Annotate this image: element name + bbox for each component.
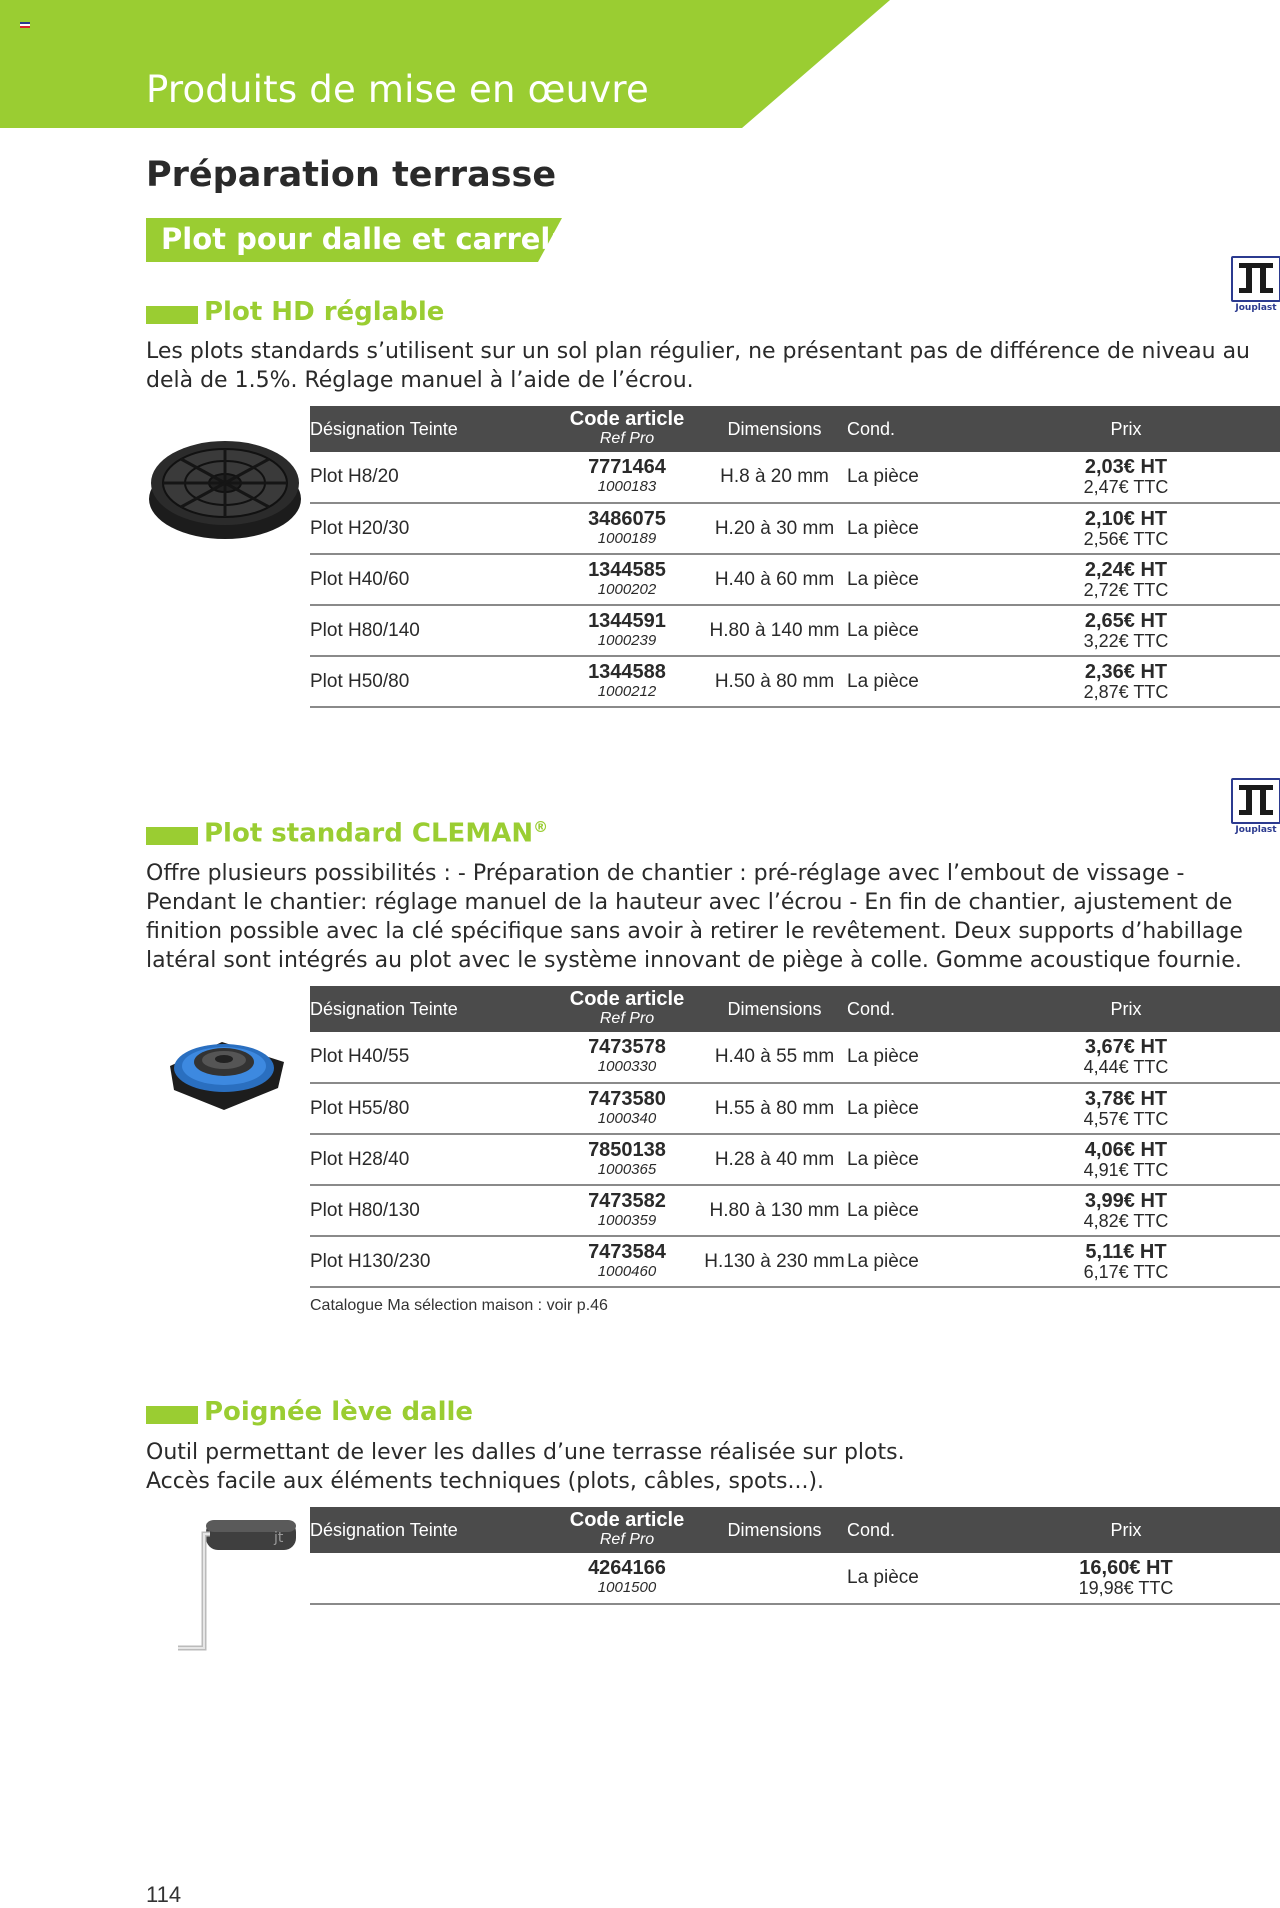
cell-cond: La pièce bbox=[847, 1199, 919, 1221]
cell-dimensions bbox=[702, 1553, 847, 1604]
cell-code bbox=[552, 1083, 702, 1134]
section-title-text: Plot standard CLEMAN bbox=[204, 818, 534, 849]
table-row bbox=[310, 503, 1280, 554]
code-article: 1344585 bbox=[588, 558, 666, 581]
cell-code bbox=[552, 656, 702, 707]
jouplast-logo-icon bbox=[1231, 778, 1280, 824]
cell-dimensions: H.20 à 30 mm bbox=[714, 517, 835, 539]
header-ref-label: Ref Pro bbox=[599, 430, 655, 447]
cell-code bbox=[552, 1134, 702, 1185]
header-dimensions: Dimensions bbox=[727, 1519, 822, 1540]
cell-cond: La pièce bbox=[847, 1097, 919, 1119]
price-ttc: 4,82€ TTC bbox=[1083, 1210, 1169, 1231]
cell-dimensions: H.8 à 20 mm bbox=[720, 466, 829, 487]
cell-prix bbox=[972, 452, 1280, 503]
plot-hd-image bbox=[145, 425, 305, 550]
cell-dimensions: H.40 à 60 mm bbox=[714, 568, 835, 590]
ref-pro: 1000239 bbox=[597, 631, 657, 649]
cell-dimensions: H.130 à 230 mm bbox=[704, 1250, 845, 1272]
ref-pro: 1001500 bbox=[597, 1579, 657, 1596]
cell-designation: Plot H130/230 bbox=[310, 1250, 431, 1272]
header-banner bbox=[0, 0, 890, 128]
price-ttc: 6,17€ TTC bbox=[1083, 1261, 1169, 1282]
price-ht: 5,11€ HT bbox=[1085, 1240, 1167, 1263]
price-ht: 3,99€ HT bbox=[1084, 1189, 1168, 1212]
header-ref-label: Ref Pro bbox=[599, 1531, 655, 1548]
header-cond: Cond. bbox=[847, 1519, 896, 1540]
price-ttc: 2,72€ TTC bbox=[1083, 579, 1169, 600]
section-title-label: Plot HD réglable bbox=[204, 297, 445, 327]
code-article: 7850138 bbox=[588, 1138, 666, 1161]
cell-designation: Plot H80/130 bbox=[310, 1199, 420, 1221]
section-marker bbox=[146, 306, 198, 324]
catalogue-note: Catalogue Ma sélection maison : voir p.46 bbox=[310, 1297, 608, 1314]
section-description bbox=[146, 1438, 1271, 1496]
table-row bbox=[310, 605, 1280, 656]
cell-dimensions: H.28 à 40 mm bbox=[714, 1148, 835, 1170]
header-title: Produits de mise en œuvre bbox=[146, 68, 649, 111]
ref-pro: 1000183 bbox=[597, 478, 657, 495]
price-ttc: 2,56€ TTC bbox=[1083, 528, 1169, 549]
product-table-plot-hd bbox=[310, 406, 1280, 708]
price-ht: 2,24€ HT bbox=[1084, 558, 1168, 581]
ref-pro: 1000330 bbox=[597, 1058, 657, 1075]
section-description: Les plots standards s’utilisent sur un sol plan régulier, ne présentant pas de différence de niveau au delà de 1.5%. Réglage manuel à l’aide de l’écrou. bbox=[146, 339, 1250, 393]
header-cond: Cond. bbox=[847, 418, 896, 439]
code-article: 7473584 bbox=[588, 1240, 666, 1263]
product-table-poignee bbox=[310, 1507, 1280, 1605]
cell-designation: Plot H28/40 bbox=[310, 1148, 410, 1170]
header-prix: Prix bbox=[1110, 998, 1142, 1019]
cell-designation: Plot H20/30 bbox=[310, 517, 410, 539]
header-cond: Cond. bbox=[847, 998, 896, 1019]
registered-mark: ® bbox=[533, 818, 549, 836]
header-code-label: Code article bbox=[569, 408, 685, 430]
cell-dimensions: H.40 à 55 mm bbox=[714, 1046, 835, 1067]
cell-cond: La pièce bbox=[847, 1046, 919, 1067]
price-ht: 2,36€ HT bbox=[1084, 660, 1168, 683]
header-dimensions: Dimensions bbox=[727, 998, 822, 1019]
cell-prix bbox=[972, 656, 1280, 707]
jouplast-logo-icon bbox=[1231, 256, 1280, 302]
ref-pro: 1000359 bbox=[597, 1211, 657, 1229]
code-article: 7473582 bbox=[588, 1189, 666, 1212]
svg-text:jt: jt bbox=[274, 1530, 284, 1546]
price-ttc: 2,47€ TTC bbox=[1083, 477, 1169, 497]
cell-designation: Plot H80/140 bbox=[310, 619, 420, 641]
table-header-row bbox=[310, 1507, 1280, 1553]
jouplast-logo-label: Jouplast bbox=[1235, 303, 1277, 313]
table-row bbox=[310, 656, 1280, 707]
cell-prix bbox=[972, 554, 1280, 605]
code-article: 3486075 bbox=[588, 507, 666, 530]
poignee-image bbox=[170, 1512, 300, 1667]
table-row bbox=[310, 1134, 1280, 1185]
ref-pro: 1000212 bbox=[597, 682, 657, 700]
cell-code bbox=[552, 1236, 702, 1287]
header-designation: Désignation Teinte bbox=[310, 998, 458, 1019]
cell-code bbox=[552, 452, 702, 503]
cell-code bbox=[552, 1553, 702, 1604]
cell-designation: Plot H55/80 bbox=[310, 1097, 410, 1119]
cell-dimensions: H.80 à 140 mm bbox=[709, 619, 840, 641]
cell-designation bbox=[310, 1553, 552, 1604]
price-ttc: 4,57€ TTC bbox=[1083, 1108, 1169, 1129]
page-number: 114 bbox=[146, 1882, 182, 1907]
price-ttc: 4,91€ TTC bbox=[1083, 1159, 1169, 1180]
table-row bbox=[310, 1083, 1280, 1134]
cell-code bbox=[552, 554, 702, 605]
table-header-row bbox=[310, 986, 1280, 1032]
price-ht: 16,60€ HT bbox=[1079, 1557, 1173, 1579]
cell-cond: La pièce bbox=[847, 466, 919, 487]
header-code bbox=[552, 406, 702, 452]
header-dimensions: Dimensions bbox=[727, 418, 822, 439]
cell-cond: La pièce bbox=[847, 619, 919, 641]
jouplast-logo bbox=[1228, 256, 1280, 313]
table-row bbox=[310, 1553, 1280, 1604]
cell-designation: Plot H8/20 bbox=[310, 466, 399, 487]
price-ttc: 2,87€ TTC bbox=[1083, 681, 1169, 702]
header-code bbox=[552, 1507, 702, 1553]
price-ht: 3,67€ HT bbox=[1084, 1036, 1168, 1058]
cell-prix bbox=[972, 1083, 1280, 1134]
header-ref-label: Ref Pro bbox=[599, 1010, 655, 1027]
ref-pro: 1000340 bbox=[597, 1109, 657, 1127]
plot-cleman-image bbox=[162, 1028, 292, 1118]
section-title-label: Poignée lève dalle bbox=[204, 1397, 474, 1427]
header-code-label: Code article bbox=[569, 1509, 685, 1531]
cell-cond: La pièce bbox=[847, 670, 919, 692]
price-ht: 2,03€ HT bbox=[1084, 456, 1168, 478]
header-code-label: Code article bbox=[569, 988, 685, 1010]
code-article: 1344588 bbox=[588, 660, 666, 683]
cell-cond: La pièce bbox=[847, 1250, 919, 1272]
price-ttc: 4,44€ TTC bbox=[1083, 1057, 1169, 1077]
cell-code bbox=[552, 1032, 702, 1083]
cell-prix bbox=[972, 503, 1280, 554]
section-title-label bbox=[204, 818, 548, 849]
cell-dimensions: H.55 à 80 mm bbox=[714, 1097, 835, 1119]
header-prix: Prix bbox=[1110, 418, 1142, 439]
cell-designation: Plot H40/55 bbox=[310, 1046, 410, 1067]
price-ht: 3,78€ HT bbox=[1084, 1087, 1168, 1110]
cell-prix bbox=[972, 1185, 1280, 1236]
description-line: Outil permettant de lever les dalles d’une terrasse réalisée sur plots. bbox=[146, 1440, 905, 1465]
code-article: 1344591 bbox=[588, 609, 666, 632]
cell-cond: La pièce bbox=[847, 517, 919, 539]
jouplast-logo-label: Jouplast bbox=[1235, 825, 1277, 835]
product-table-plot-cleman bbox=[310, 986, 1280, 1288]
section-description: Offre plusieurs possibilités : - Préparation de chantier : pré-réglage avec l’embout de vissage - Pendant le chantier: réglage manuel de la hauteur avec l’écrou - En fin de chantier, ajustement de finition possible avec la clé spécifique sans avoir à retirer le revêtement. Deux supports d’habillage latéral sont intégrés au plot avec le système innovant de piège à colle. Gomme acoustique fournie. bbox=[146, 861, 1243, 973]
price-ht: 2,65€ HT bbox=[1084, 609, 1168, 632]
cell-code bbox=[552, 1185, 702, 1236]
cell-cond: La pièce bbox=[847, 1567, 919, 1588]
cell-prix bbox=[972, 1032, 1280, 1083]
jouplast-logo bbox=[1228, 778, 1280, 835]
header-code bbox=[552, 986, 702, 1032]
price-ht: 4,06€ HT bbox=[1084, 1138, 1168, 1161]
cell-dimensions: H.80 à 130 mm bbox=[709, 1199, 840, 1221]
table-row bbox=[310, 1032, 1280, 1083]
code-article: 7473578 bbox=[588, 1036, 666, 1058]
ref-pro: 1000202 bbox=[597, 580, 657, 598]
cell-cond: La pièce bbox=[847, 1148, 919, 1170]
cell-designation: Plot H40/60 bbox=[310, 568, 410, 590]
code-article: 7771464 bbox=[588, 456, 666, 478]
table-row bbox=[310, 554, 1280, 605]
cell-prix bbox=[972, 1553, 1280, 1604]
code-article: 7473580 bbox=[588, 1087, 666, 1110]
header-prix: Prix bbox=[1110, 1519, 1142, 1540]
cell-prix bbox=[972, 1236, 1280, 1287]
table-row bbox=[310, 1185, 1280, 1236]
cell-prix bbox=[972, 605, 1280, 656]
ref-pro: 1000365 bbox=[597, 1160, 657, 1178]
table-row bbox=[310, 1236, 1280, 1287]
ref-pro: 1000189 bbox=[597, 529, 657, 547]
cell-designation: Plot H50/80 bbox=[310, 670, 410, 692]
cell-code bbox=[552, 605, 702, 656]
description-line: Accès facile aux éléments techniques (plots, câbles, spots...). bbox=[146, 1469, 825, 1494]
flag-icon bbox=[20, 22, 30, 28]
price-ttc: 3,22€ TTC bbox=[1083, 630, 1169, 651]
cell-code bbox=[552, 503, 702, 554]
cell-cond: La pièce bbox=[847, 568, 919, 590]
header-designation: Désignation Teinte bbox=[310, 418, 458, 439]
header-designation: Désignation Teinte bbox=[310, 1519, 458, 1540]
section-marker bbox=[146, 827, 198, 845]
cell-prix bbox=[972, 1134, 1280, 1185]
code-article: 4264166 bbox=[588, 1557, 666, 1579]
page-title: Préparation terrasse bbox=[146, 155, 557, 195]
table-header-row bbox=[310, 406, 1280, 452]
table-row bbox=[310, 452, 1280, 503]
section-marker bbox=[146, 1406, 198, 1424]
price-ht: 2,10€ HT bbox=[1084, 507, 1168, 530]
price-ttc: 19,98€ TTC bbox=[1078, 1578, 1174, 1598]
category-subheading bbox=[146, 218, 611, 262]
category-subheading-label: Plot pour dalle et carrelage bbox=[161, 222, 611, 256]
ref-pro: 1000460 bbox=[597, 1262, 657, 1280]
cell-dimensions: H.50 à 80 mm bbox=[714, 670, 835, 692]
